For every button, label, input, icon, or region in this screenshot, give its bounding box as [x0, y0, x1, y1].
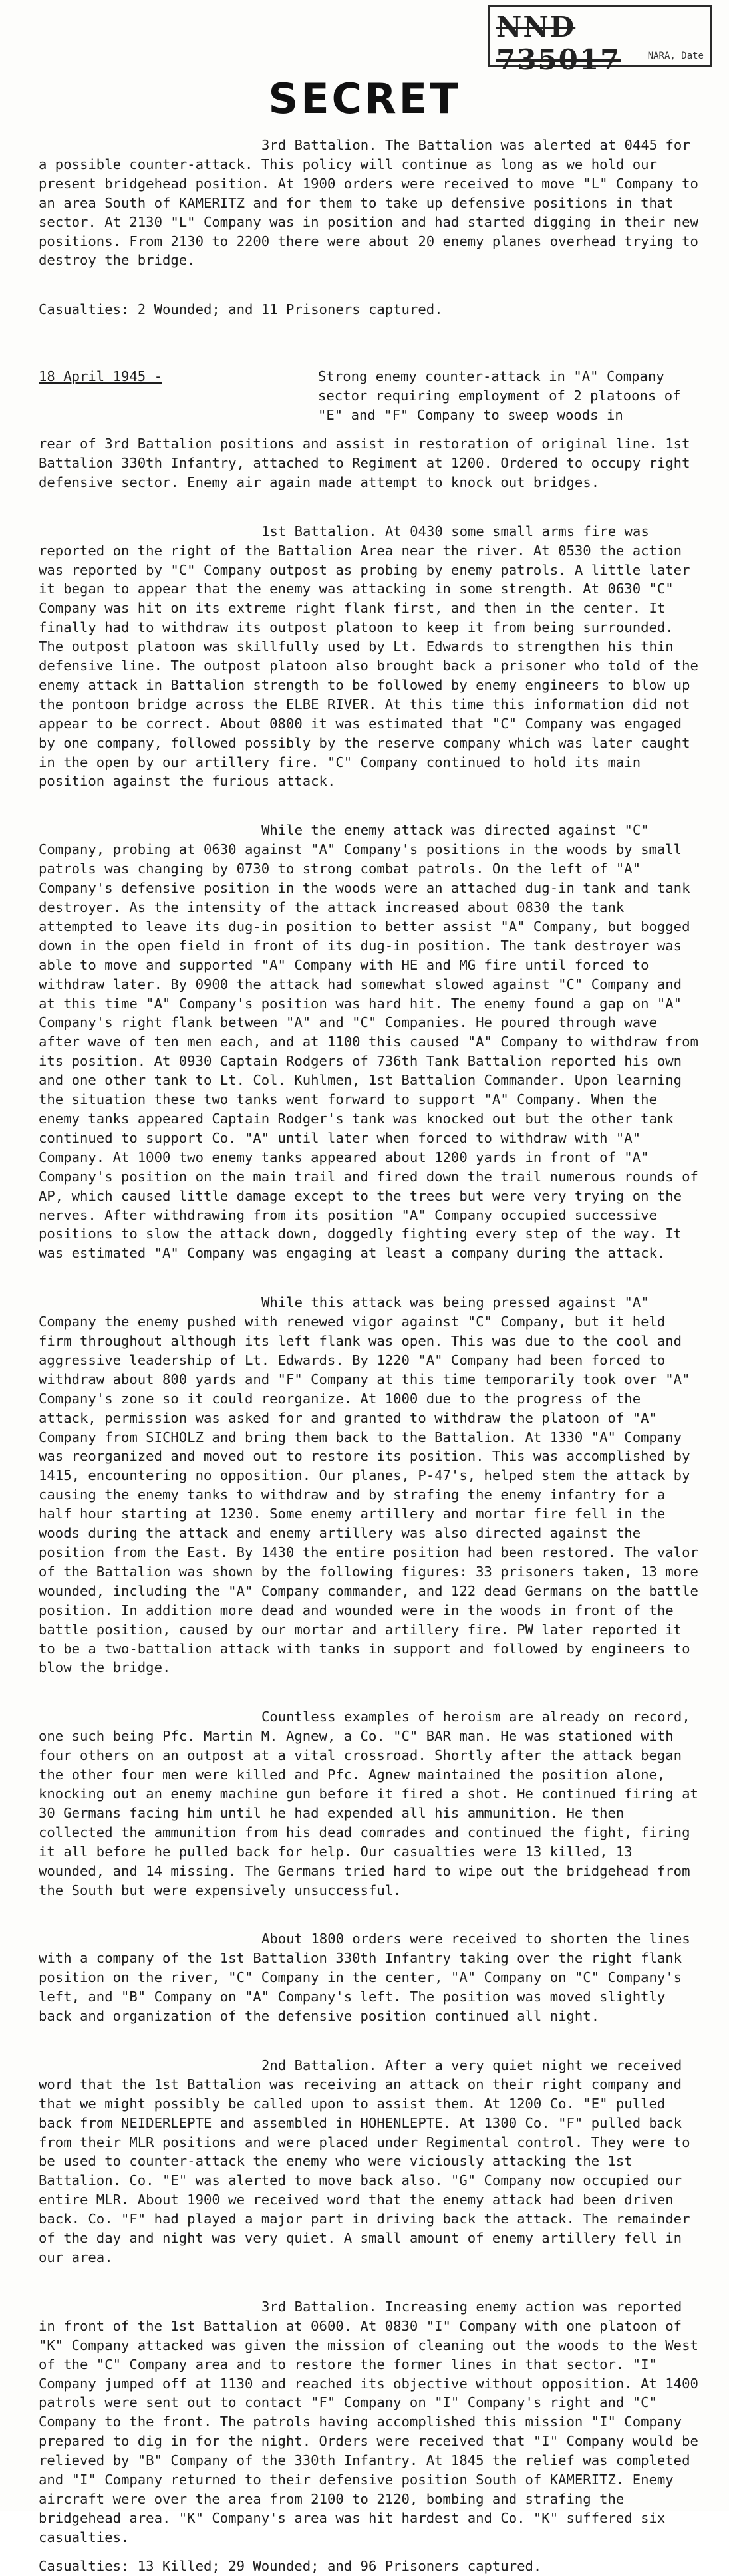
third-battalion-alert-paragraph: 3rd Battalion. The Battalion was alerted at 0445 for a possible counter-attack. This policy will continue as long as we hold our present bridgehead position. At 1900 orders were received to move "L" Company to an area South of KAMERITZ and for them to take up defensive positions in that sector. At 2130 "L" Company was in position and had started digging in their new positions. From 2130 to 2200 there were about 20 enemy planes overhead trying to destroy the bridge. — [39, 137, 698, 269]
first-battalion-paragraph: 1st Battalion. At 0430 some small arms fire was reported on the right of the Battalion Area near the river. At 0530 the action was reported by "C" Company outpost as probing by enemy patrols. A little later it began to appear that the enemy was attacking in some strength. At 0630 "C" Company was hit on its extreme right flank first, and then in the center. It finally had to withdraw its outpost platoon to keep it from being surrounded. The outpost platoon was skillfully used by Lt. Edwards to strengthen his thin defensive line. The outpost platoon also brought back a prisoner who told of the enemy attack in Battalion strength to be followed by enemy engineers to blow up the pontoon bridge across the ELBE RIVER. At this time this information did not appear to be correct. About 0800 it was estimated that "C" Company was engaged by one company, followed possibly by the reserve company which was later caught in the open by our artillery fire. "C" Company continued to hold its main position against the furious attack. — [39, 523, 698, 789]
heroism-paragraph: Countless examples of heroism are already on record, one such being Pfc. Martin M. Agnew, a Co. "C" BAR man. He was stationed with four others on an outpost at a vital crossroad. Shortly after the attack began the other four men were killed and Pfc. Agnew maintained the position alone, knocking out an enemy machine gun before it fired a shot. He continued firing at 30 Germans facing him until he had expended all his ammunition. He then collected the ammunition from his dead comrades and continued the fight, firing it all before he pulled back for help. Our casualties were 13 killed, 13 wounded, and 14 missing. The Germans tried hard to wipe out the bridgehead from the South but were expensively unsuccessful. — [39, 1709, 698, 1898]
declassification-stamp — [488, 5, 712, 76]
enemy-attack-paragraph: While the enemy attack was directed against "C" Company, probing at 0630 against "A" Company's positions in the woods by small patrols was changing by 0730 to strong combat patrols. On the left of "A" Company's defensive position in the woods were an attached dug-in tank and tank destroyer. As the intensity of the attack increased about 0830 the tank attempted to leave its dug-in position to better assist "A" Company, but bogged down in the open field in front of its dug-in position. The tank destroyer was able to move and supported "A" Company with HE and MG fire until forced to withdraw later. By 0900 the attack had somewhat slowed against "C" Company and at this time "A" Company's position was hard hit. The enemy found a gap on "A" Company's right flank between "A" and "C" Companies. He poured through wave after wave of ten men each, and at 1100 this caused "A" Company to withdraw from its position. At 0930 Captain Rodgers of 736th Tank Battalion reported his own and one other tank to Lt. Col. Kuhlmen, 1st Battalion Commander. Upon learning the situation these two tanks went forward to support "A" Company. When the enemy tanks appeared Captain Rodger's tank was knocked out but the other tank continued to support Co. "A" until later when forced to withdraw with "A" Company. At 1000 two enemy tanks appeared about 1200 yards in front of "A" Company's position on the main trail and fired down the trail numerous rounds of AP, which caused little damage except to the trees but were very trying on the nerves. After withdrawing from its position "A" Company occupied successive positions to slow the attack down, doggedly fighting every step of the way. It was estimated "A" Company was engaging at least a company during the attack. — [39, 822, 698, 1262]
second-battalion-paragraph: 2nd Battalion. After a very quiet night we received word that the 1st Battalion was receiving an attack on their right company and that we might possibly be called upon to assist them. At 1200 Co. "E" pulled back from NEIDERLEPTE and assembled in HOHENLEPTE. At 1300 Co. "F" pulled back from their MLR positions and were placed under Regimental control. They were to be used to counter-attack the enemy who were viciously attacking the 1st Battalion. Co. "E" was alerted to move back also. "G" Company now occupied our entire MLR. About 1900 we received word that the enemy attack had been driven back. Co. "F" had played a major part in driving back the attack. The remainder of the day and night was very quiet. A small amount of enemy artillery fell in our area. — [39, 2057, 690, 2265]
casualties-line-1: Casualties: 2 Wounded; and 11 Prisoners captured. — [39, 301, 443, 318]
entry-date: 18 April 1945 - — [39, 368, 162, 385]
casualties-line-2: Casualties: 13 Killed; 29 Wounded; and 96 Prisoners captured. — [39, 2557, 542, 2574]
stamp-authority-number: NND 735017 — [496, 11, 621, 76]
entry-summary-first: Strong enemy counter-attack in "A" Company sector requiring employment of 2 platoons of "E" and "F" Company to sweep woods in — [318, 368, 681, 424]
third-battalion-paragraph: 3rd Battalion. Increasing enemy action was reported in front of the 1st Battalion at 0600. At 0830 "I" Company with one platoon of "K" Company attacked was given the mission of cleaning out the woods to the West of the "C" Company area and to restore the former lines in that sector. "I" Company jumped off at 1130 and reached its objective without opposition. At 1400 patrols were sent out to contact "F" Company on "I" Company's right and "C" Company to the front. The patrols having accomplished this mission "I" Company prepared to dig in for the night. Orders were received that "I" Company would be relieved by "B" Company of the 330th Infantry. At 1845 the relief was completed and "I" Company returned to their defensive position South of KAMERITZ. Enemy aircraft were over the area from 2100 to 2120, bombing and strafing the bridgehead area. "K" Company's area was hit hardest and Co. "K" suffered six casualties. — [39, 2298, 698, 2545]
renewed-vigor-paragraph: While this attack was being pressed against "A" Company the enemy pushed with renewed vigor against "C" Company, but it held firm throughout although its left flank was open. This was due to the cool and aggressive leadership of Lt. Edwards. By 1220 "A" Company had been forced to withdraw about 800 yards and "F" Company at this time temporarily took over "A" Company's zone so it could reorganize. At 1000 due to the progress of the attack, permission was asked for and granted to withdraw the platoon of "A" Company from SICHOLZ and bring them back to the Battalion. At 1330 "A" Company was reorganized and moved out to restore its position. This was accomplished by 1415, encountering no opposition. Our planes, P-47's, helped stem the attack by causing the enemy tanks to withdraw and by strafing the enemy infantry for a half hour starting at 1230. Some enemy artillery and mortar fire fell in the woods during the attack and enemy artillery was also directed against the position from the East. By 1430 the entire position had been restored. The valor of the Battalion was shown by the following figures: 33 prisoners taken, 13 more wounded, including the "A" Company commander, and 122 dead Germans on the battle position. In addition more dead and wounded were in the woods in front of the battle position, caused by our mortar and artillery fire. PW later reported it to be a two-battalion attack with tanks in support and followed by engineers to blow the bridge. — [39, 1294, 698, 1676]
classification-heading: SECRET — [268, 74, 461, 123]
stamp-nara-date: NARA, Date — [647, 51, 704, 61]
dated-entry — [39, 367, 704, 425]
entry-summary-rest: rear of 3rd Battalion positions and assist in restoration of original line. 1st Battalion 330th Infantry, attached to Regiment at 1200. Ordered to occupy right defensive sector. Enemy air again made attempt to knock out bridges. — [39, 435, 690, 490]
report-body — [39, 136, 704, 2576]
shorten-lines-paragraph: About 1800 orders were received to shorten the lines with a company of the 1st Battalion 330th Infantry taking over the right flank position on the river, "C" Company in the center, "A" Company on "C" Company's left, and "B" Company on "A" Company's left. The position was moved slightly back and organization of the defensive position continued all night. — [39, 1931, 690, 2025]
